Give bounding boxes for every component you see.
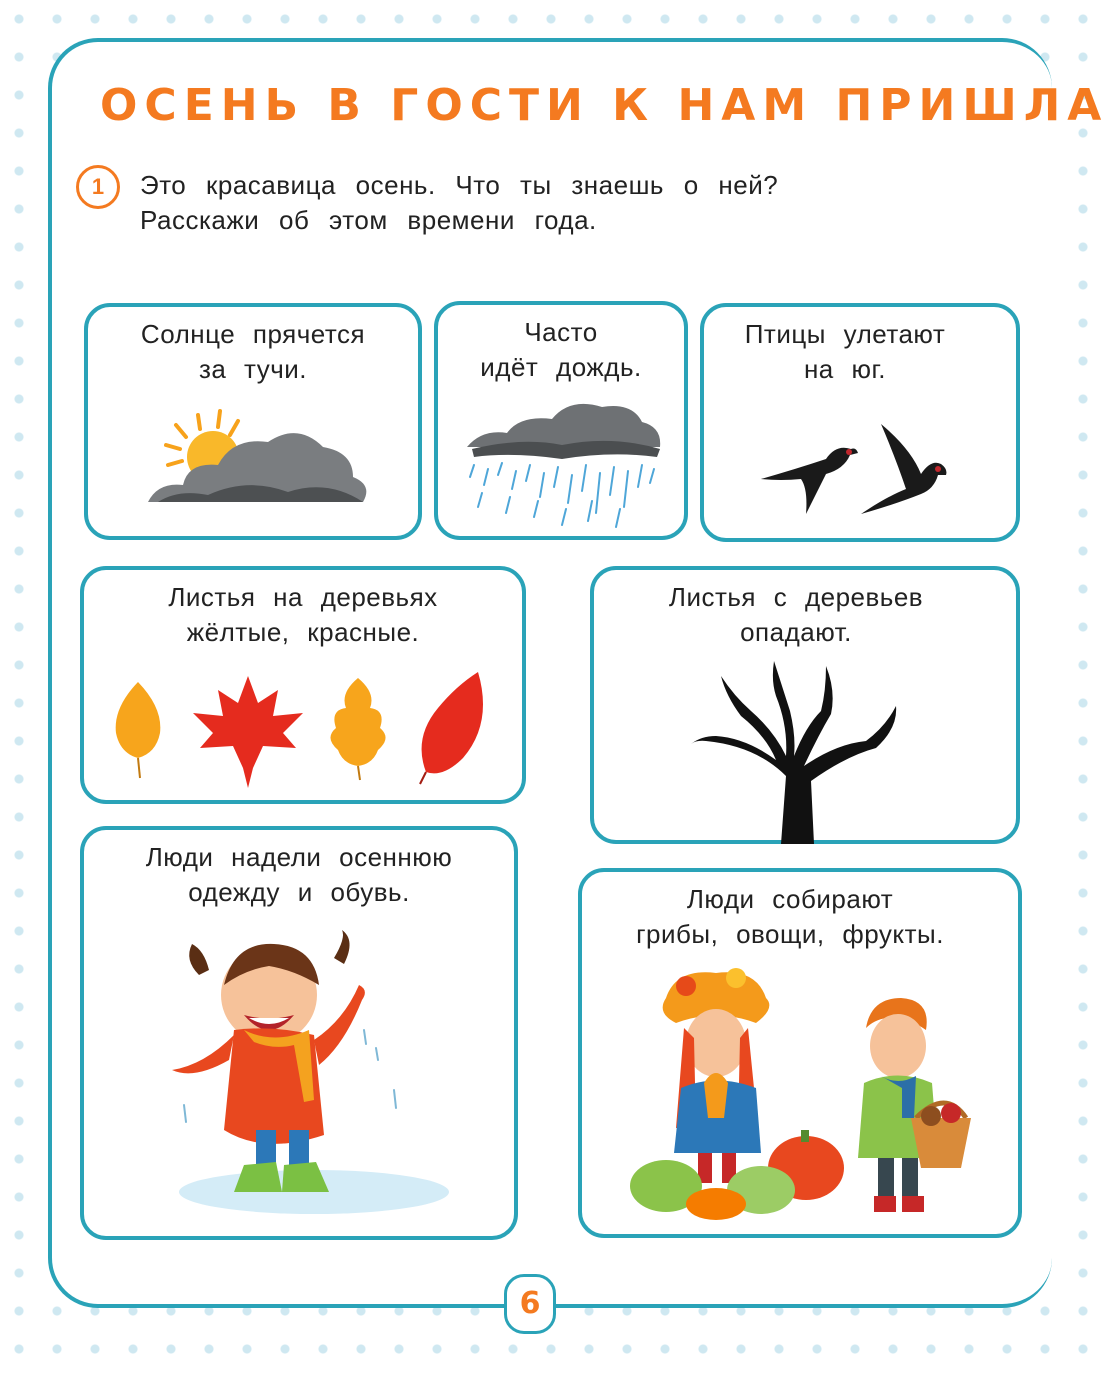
swallows-icon: [756, 419, 956, 519]
girl-in-raincoat-icon: [164, 930, 464, 1230]
card-caption-line-1: Часто: [524, 317, 598, 347]
card-caption: [84, 580, 522, 650]
card-caption-line-1: Солнце прячется: [140, 319, 366, 349]
card-caption: [84, 840, 514, 910]
page-number: 6: [504, 1274, 556, 1334]
card-sun-behind-clouds: [84, 303, 422, 540]
task-number: 1: [76, 165, 120, 209]
card-caption: [88, 317, 418, 387]
card-birds: [700, 303, 1020, 542]
page-title: ОСЕНЬ В ГОСТИ К НАМ ПРИШЛА: [100, 80, 1108, 131]
card-leaves: [80, 566, 526, 804]
card-caption-line-2: идёт дождь.: [480, 352, 642, 382]
bare-tree-icon: [686, 656, 916, 844]
card-bare-tree: [590, 566, 1020, 844]
sun-behind-cloud-icon: [138, 407, 378, 517]
children-harvest-icon: [626, 968, 976, 1228]
task-line-2: Расскажи об этом времени года.: [140, 205, 597, 235]
card-caption-line-1: Листья с деревьев: [668, 582, 924, 612]
card-caption-line-1: Птицы улетают: [744, 319, 946, 349]
card-harvest: [578, 868, 1022, 1238]
card-caption-line-2: жёлтые, красные.: [186, 617, 420, 647]
card-caption-line-1: Люди надели осеннюю: [145, 842, 453, 872]
card-caption: [704, 317, 986, 387]
card-caption: [438, 315, 684, 385]
rain-cloud-icon: [462, 397, 666, 532]
task-text: [140, 168, 900, 238]
card-caption-line-2: грибы, овощи, фрукты.: [636, 919, 944, 949]
task-line-1: Это красавица осень. Что ты знаешь о ней?: [140, 170, 779, 200]
card-caption-line-1: Люди собирают: [686, 884, 894, 914]
card-caption: [594, 580, 998, 650]
card-caption: [582, 882, 998, 952]
card-caption-line-2: одежду и обувь.: [188, 877, 410, 907]
card-caption-line-2: за тучи.: [198, 354, 308, 384]
card-caption-line-2: опадают.: [740, 617, 852, 647]
card-caption-line-2: на юг.: [803, 354, 887, 384]
autumn-leaves-icon: [108, 668, 498, 798]
card-caption-line-1: Листья на деревьях: [168, 582, 438, 612]
card-autumn-clothes: [80, 826, 518, 1240]
card-rain: [434, 301, 688, 540]
